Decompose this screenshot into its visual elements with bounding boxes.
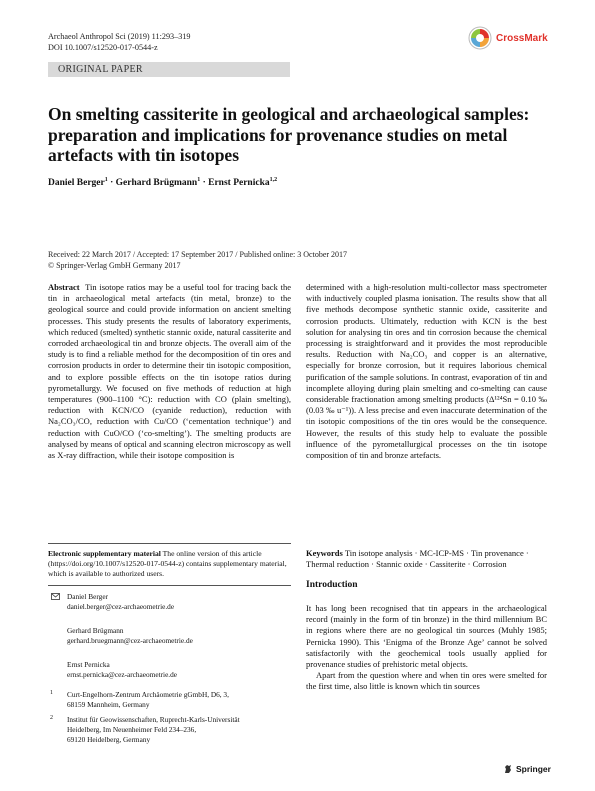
contact-entry xyxy=(67,660,177,680)
affiliation-2 xyxy=(48,715,291,745)
author-name[interactable]: Gerhard Brügmann xyxy=(115,178,198,189)
publisher-name: Springer xyxy=(516,764,551,774)
keywords-text: Tin isotope analysis · MC-ICP-MS · Tin provenance · Thermal reduction · Stannic oxide · Cassiterite · Corrosion xyxy=(306,548,529,570)
affiliation-line: 68159 Mannheim, Germany xyxy=(67,700,150,709)
introduction-heading: Introduction xyxy=(306,580,358,590)
affiliation-line: Heidelberg, Im Neuenheimer Feld 234–236, xyxy=(67,725,197,734)
author-list xyxy=(48,177,277,188)
affiliation-line: Institut für Geowissenschaften, Ruprecht-Karls-Universität xyxy=(67,715,240,724)
affiliation-1 xyxy=(48,690,291,710)
abstract-label: Abstract xyxy=(48,282,80,292)
corresponding-author xyxy=(48,592,174,612)
article-doi[interactable]: DOI 10.1007/s12520-017-0544-z xyxy=(48,43,158,52)
publication-dates: Received: 22 March 2017 / Accepted: 17 September 2017 / Published online: 3 October 2017 xyxy=(48,250,348,259)
article-type: ORIGINAL PAPER xyxy=(58,64,143,75)
publisher-logo xyxy=(503,764,551,774)
paper-title: On smelting cassiterite in geological and archaeological samples: preparation and implications for provenance studies on metal artefacts with tin isotopes xyxy=(48,104,530,165)
contact-divider xyxy=(48,585,291,586)
author-affiliation: 1 xyxy=(197,177,201,183)
author-affiliation: 1 xyxy=(104,177,108,183)
affiliation-number: 2 xyxy=(50,715,53,721)
envelope-icon xyxy=(51,593,60,600)
esm-text[interactable]: The online version of this article (https://doi.org/10.1007/s12520-017-0544-z) contains supplementary material, which is available to authorized users. xyxy=(48,549,287,578)
contact-name: Ernst Pernicka xyxy=(67,660,110,669)
contact-name: Daniel Berger xyxy=(67,592,108,601)
introduction-body xyxy=(306,603,547,693)
supplementary-note xyxy=(48,549,291,579)
crossmark-label: CrossMark xyxy=(496,32,548,44)
abstract-text-right: determined with a high-resolution multi-collector mass spectrometer with inductively coupled plasma ionisation. The results show that all five methods decompose synthetic stannic oxide, cassiterite and corrosion products. Ultimately, reduction with KCN is the best solution for analysing tin ores and tin corrosion because the chemical processing is straightforward and it provides the most reproducible results. Reduction with Na₂CO₃ and copper is an alternative, especially for bronze corrosion, but it requires laborious chemical purification of the sample solutions. In contrast, evaporation of tin and incomplete alloying during plain smelting and co-smelting can cause considerable fractionation among smelting products (Δ¹²⁴Sn = 0.10 ‰ (0.03 ‰ u⁻¹)). A less precise and even inaccurate determination of the tin isotopic compositions of the tin ores would be the consequence. However, the results of this study help to evaluate the possible influence of the pyrometallurgical processes on the tin isotope composition of tin and bronze artefacts. xyxy=(306,282,547,461)
introduction-paragraph: Apart from the question where and when tin ores were smelted for the first time, also little is known which tin sources xyxy=(306,670,547,692)
publication-history xyxy=(48,250,347,271)
esm-label: Electronic supplementary material xyxy=(48,549,161,558)
affiliation-line: 69120 Heidelberg, Germany xyxy=(67,735,151,744)
footnote-divider xyxy=(48,543,291,544)
affiliation-number: 1 xyxy=(50,690,53,696)
contact-name: Gerhard Brügmann xyxy=(67,626,124,635)
keywords-label: Keywords xyxy=(306,548,343,558)
contact-entry xyxy=(67,626,193,646)
crossmark-icon xyxy=(468,26,492,50)
author-separator: · xyxy=(107,178,116,189)
contact-email[interactable]: daniel.berger@cez-archaeometrie.de xyxy=(67,602,175,611)
journal-citation: Archaeol Anthropol Sci (2019) 11:293–319 xyxy=(48,32,191,41)
abstract-text-left: Tin isotope ratios may be a useful tool for tracing back the tin in archaeological metal artefacts (tin metal, bronze) to the geological source and could provide information on ancient smelting processes. This study presents the results of laboratory experiments, which reduced (smelted) synthetic stannic oxide, natural cassiterite and corroded archaeological tin and bronze objects. The overall aim of the study is to find a reliable method for the decomposition of tin ores and corrosion products in order to determine their tin isotopic composition, and to explore possible effects on the tin isotope ratios during pyrometallurgy. We focused on five methods of reduction at high temperatures (900–1100 °C): reduction with CO (plain smelting), reduction with KCN/CO (cyanide reduction), reduction with Na₂CO₃/CO, reduction with Cu/CO (‘cementation technique’) and reduction with CuO/CO (‘co-smelting’). The smelting products are analysed by means of optical and scanning electron microscopy as well as X-ray diffraction, while their isotope composition is xyxy=(48,282,291,461)
keywords xyxy=(306,548,547,570)
contact-email[interactable]: ernst.pernicka@cez-archaeometrie.de xyxy=(67,670,178,679)
abstract-column-right xyxy=(306,282,547,461)
abstract-column-left xyxy=(48,282,291,461)
copyright-notice: © Springer-Verlag GmbH Germany 2017 xyxy=(48,260,181,270)
author-separator: · xyxy=(200,178,209,189)
author-affiliation: 1,2 xyxy=(269,177,278,183)
contact-email[interactable]: gerhard.bruegmann@cez-archaeometrie.de xyxy=(67,636,193,645)
crossmark-badge[interactable] xyxy=(468,24,548,52)
affiliation-line: Curt-Engelhorn-Zentrum Archäometrie gGmbH, D6, 3, xyxy=(67,690,229,699)
springer-horse-icon xyxy=(503,764,513,774)
author-name[interactable]: Ernst Pernicka xyxy=(208,178,270,189)
author-name[interactable]: Daniel Berger xyxy=(48,178,105,189)
introduction-paragraph: It has long been recognised that tin appears in the archaeological record (mainly in the form of tin bronze) in the third millennium BC in regions where there are no geological tin sources (Muhly 1985; Pernicka 1990). This ‘Enigma of the Bronze Age’ cannot be solved satisfactorily with the geochemical tools usually applied for provenance studies of prehistoric metal objects. xyxy=(306,603,547,670)
